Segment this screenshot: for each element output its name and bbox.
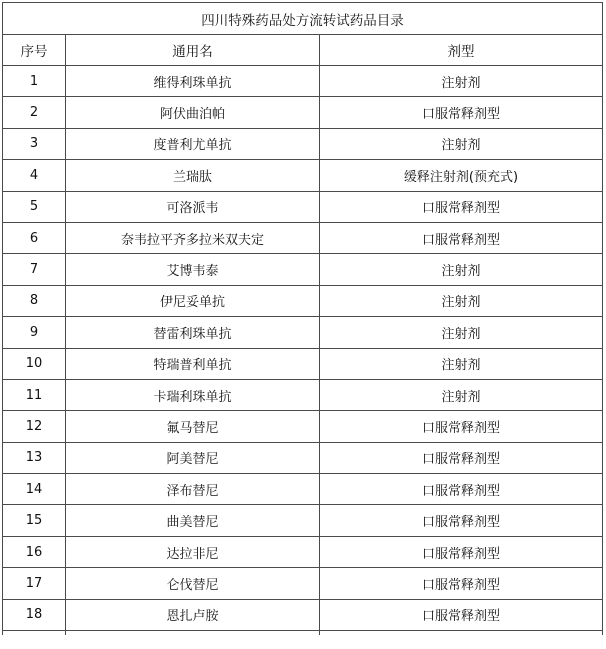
title-row — [3, 3, 603, 35]
table-row — [3, 66, 603, 97]
table-row — [3, 160, 603, 191]
dosage-form-cell: 口服常释剂型 — [320, 442, 603, 473]
row-number-cell: 10 — [3, 348, 66, 379]
row-number-cell: 13 — [3, 442, 66, 473]
row-number-cell: 9 — [3, 317, 66, 348]
header-name: 通用名 — [66, 35, 320, 66]
partial-cell — [66, 631, 320, 636]
row-number-cell: 16 — [3, 536, 66, 567]
row-number-cell: 5 — [3, 191, 66, 222]
dosage-form-cell: 注射剂 — [320, 254, 603, 285]
dosage-form-cell: 口服常释剂型 — [320, 222, 603, 253]
drug-name-cell: 恩扎卢胺 — [66, 599, 320, 630]
drug-name-cell: 艾博韦泰 — [66, 254, 320, 285]
row-number-cell: 14 — [3, 474, 66, 505]
table-row — [3, 442, 603, 473]
table-row — [3, 348, 603, 379]
partial-cell — [320, 631, 603, 636]
table-row — [3, 599, 603, 630]
row-number-cell: 17 — [3, 568, 66, 599]
table-row — [3, 536, 603, 567]
drug-name-cell: 卡瑞利珠单抗 — [66, 379, 320, 410]
dosage-form-cell: 缓释注射剂(预充式) — [320, 160, 603, 191]
drug-name-cell: 曲美替尼 — [66, 505, 320, 536]
drug-name-cell: 氟马替尼 — [66, 411, 320, 442]
drug-name-cell: 奈韦拉平齐多拉米双夫定 — [66, 222, 320, 253]
drug-catalog-table — [2, 2, 603, 635]
table-row-partial — [3, 631, 603, 636]
dosage-form-cell: 注射剂 — [320, 285, 603, 316]
dosage-form-cell: 注射剂 — [320, 128, 603, 159]
row-number-cell: 18 — [3, 599, 66, 630]
drug-name-cell: 伊尼妥单抗 — [66, 285, 320, 316]
drug-name-cell: 替雷利珠单抗 — [66, 317, 320, 348]
table-row — [3, 285, 603, 316]
table-row — [3, 411, 603, 442]
partial-cell — [3, 631, 66, 636]
row-number-cell: 4 — [3, 160, 66, 191]
header-row — [3, 35, 603, 66]
row-number-cell: 2 — [3, 97, 66, 128]
dosage-form-cell: 口服常释剂型 — [320, 97, 603, 128]
dosage-form-cell: 口服常释剂型 — [320, 505, 603, 536]
drug-name-cell: 阿伏曲泊帕 — [66, 97, 320, 128]
dosage-form-cell: 注射剂 — [320, 66, 603, 97]
dosage-form-cell: 口服常释剂型 — [320, 599, 603, 630]
table-row — [3, 254, 603, 285]
drug-name-cell: 可洛派韦 — [66, 191, 320, 222]
row-number-cell: 11 — [3, 379, 66, 410]
table-row — [3, 222, 603, 253]
dosage-form-cell: 注射剂 — [320, 317, 603, 348]
table-row — [3, 568, 603, 599]
row-number-cell: 1 — [3, 66, 66, 97]
row-number-cell: 7 — [3, 254, 66, 285]
row-number-cell: 8 — [3, 285, 66, 316]
drug-name-cell: 兰瑞肽 — [66, 160, 320, 191]
drug-name-cell: 维得利珠单抗 — [66, 66, 320, 97]
dosage-form-cell: 口服常释剂型 — [320, 568, 603, 599]
table-title: 四川特殊药品处方流转试药品目录 — [3, 3, 603, 35]
dosage-form-cell: 注射剂 — [320, 379, 603, 410]
row-number-cell: 3 — [3, 128, 66, 159]
dosage-form-cell: 口服常释剂型 — [320, 191, 603, 222]
row-number-cell: 6 — [3, 222, 66, 253]
table-body — [3, 3, 603, 636]
table-row — [3, 505, 603, 536]
table-row — [3, 317, 603, 348]
dosage-form-cell: 口服常释剂型 — [320, 536, 603, 567]
table-row — [3, 97, 603, 128]
dosage-form-cell: 注射剂 — [320, 348, 603, 379]
drug-name-cell: 仑伐替尼 — [66, 568, 320, 599]
drug-name-cell: 度普利尤单抗 — [66, 128, 320, 159]
table-row — [3, 474, 603, 505]
table-row — [3, 191, 603, 222]
dosage-form-cell: 口服常释剂型 — [320, 411, 603, 442]
header-form: 剂型 — [320, 35, 603, 66]
drug-name-cell: 特瑞普利单抗 — [66, 348, 320, 379]
drug-name-cell: 达拉非尼 — [66, 536, 320, 567]
header-no: 序号 — [3, 35, 66, 66]
row-number-cell: 15 — [3, 505, 66, 536]
drug-name-cell: 泽布替尼 — [66, 474, 320, 505]
drug-name-cell: 阿美替尼 — [66, 442, 320, 473]
table-row — [3, 128, 603, 159]
dosage-form-cell: 口服常释剂型 — [320, 474, 603, 505]
row-number-cell: 12 — [3, 411, 66, 442]
table-row — [3, 379, 603, 410]
